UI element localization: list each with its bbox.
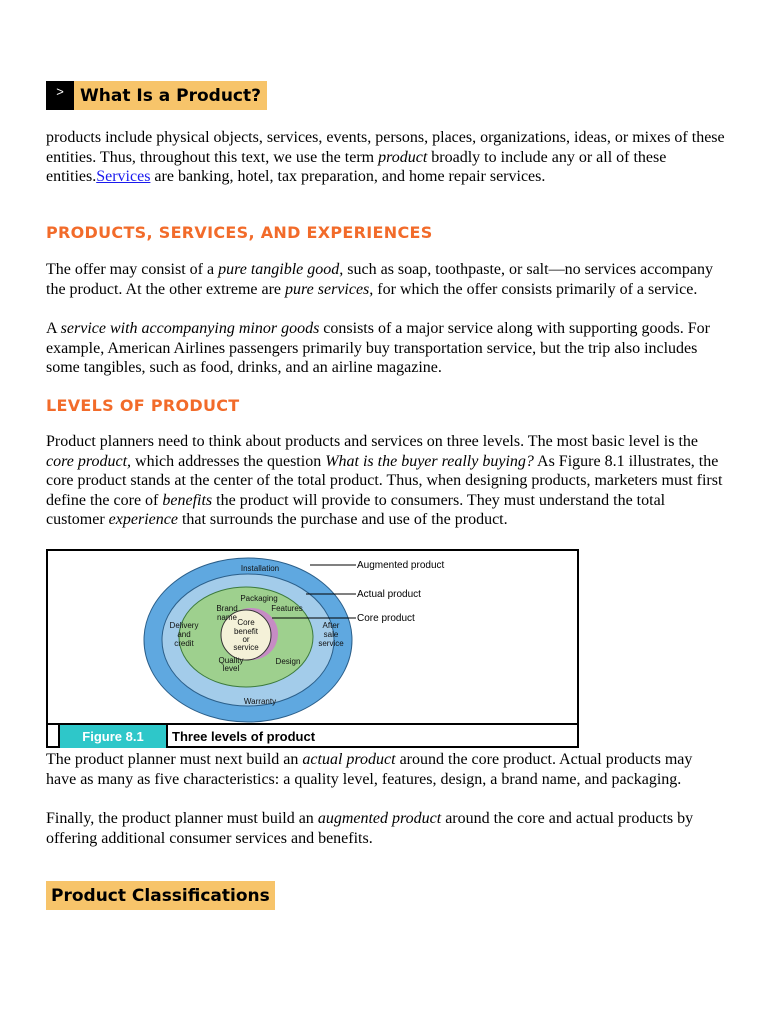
paragraph-levels: Product planners need to think about products and services on three levels. The most basic level is the core product, which addresses the question What is the buyer really buying? As Figure 8.1 illustrates, the core product stands at the center of the total product. Thus, when designing products, marketers must first define the core of benefits the product will provide to consumers. They must understand the total customer experience that surrounds the purchase and use of the product. [46, 433, 723, 529]
label-quality-1: Quality [218, 656, 244, 665]
label-delivery-2: and [177, 630, 191, 639]
product-levels-diagram [48, 551, 577, 723]
figure-three-levels [46, 549, 579, 748]
label-core-1: Core [237, 618, 255, 627]
intro-paragraph: products include physical objects, services, events, persons, places, organizations, ideas, or mixes of these entities. Thus, throughout this text, we use the term product broadly to include any or all of these entities.Services are banking, hotel, tax preparation, and home repair services. [46, 129, 725, 186]
label-aftersale-3: service [318, 639, 344, 648]
paragraph-service-minor-goods: A service with accompanying minor goods consists of a major service along with supporting goods. For example, American Airlines passengers primarily buy transportation service, but the trip also includes some tangibles, such as food, drinks, and an airline magazine. [46, 320, 710, 377]
paragraph-actual-product: The product planner must next build an actual product around the core product. Actual products may have as many as five characteristics: a quality level, features, design, a brand name, and packaging. [46, 751, 693, 788]
section-title-levels: LEVELS OF PRODUCT [46, 396, 240, 415]
label-augmented: Augmented product [357, 560, 445, 571]
caption-divider-mid [166, 725, 168, 748]
label-delivery-1: Delivery [169, 621, 199, 630]
label-actual: Actual product [357, 589, 421, 600]
services-link[interactable]: Services [96, 168, 151, 186]
paragraph-augmented-product: Finally, the product planner must build an augmented product around the core and actual products by offering additional consumer services and benefits. [46, 810, 694, 847]
label-brand-1: Brand [216, 604, 238, 613]
label-warranty: Warranty [243, 697, 277, 706]
label-installation: Installation [240, 564, 280, 573]
figure-number-tag: Figure 8.1 [60, 725, 166, 748]
label-quality-2: level [222, 664, 240, 673]
label-core-2: benefit [233, 627, 259, 636]
label-delivery-3: credit [174, 639, 194, 648]
arrow-icon: > [46, 81, 74, 110]
label-packaging: Packaging [240, 594, 278, 603]
label-design: Design [275, 657, 301, 666]
heading-title: What Is a Product? [74, 81, 267, 110]
label-brand-2: name [216, 613, 238, 622]
label-core: Core product [357, 613, 415, 624]
label-features: Features [271, 604, 303, 613]
figure-caption-row [48, 723, 577, 748]
label-core-3: or [242, 635, 250, 644]
heading-product-classifications: Product Classifications [46, 881, 275, 910]
paragraph-offer: The offer may consist of a pure tangible good, such as soap, toothpaste, or salt—no services accompany the product. At the other extreme are pure services, for which the offer consists primarily of a service. [46, 261, 713, 298]
label-core-4: service [233, 643, 259, 652]
label-aftersale-2: sale [323, 630, 339, 639]
figure-caption: Three levels of product [172, 729, 316, 744]
label-aftersale-1: After [322, 621, 340, 630]
section-title-products-services: PRODUCTS, SERVICES, AND EXPERIENCES [46, 223, 433, 242]
section-heading [46, 81, 267, 110]
